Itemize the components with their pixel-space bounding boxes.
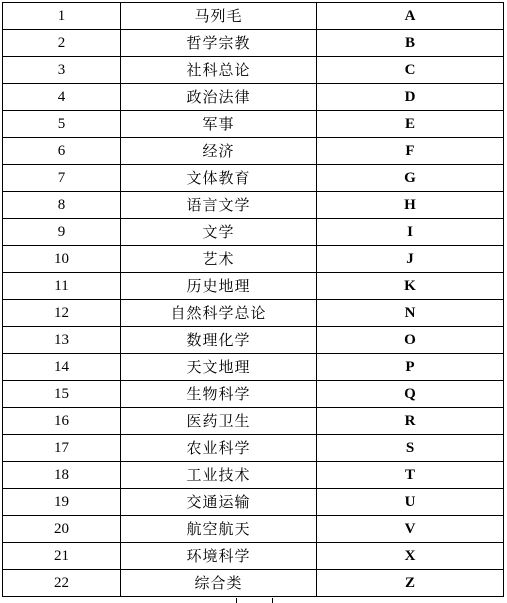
category-code: U <box>317 489 504 516</box>
category-code: R <box>317 408 504 435</box>
category-code: S <box>317 435 504 462</box>
row-number: 3 <box>3 57 121 84</box>
category-code: O <box>317 327 504 354</box>
row-number: 8 <box>3 192 121 219</box>
table-row <box>3 84 504 111</box>
category-code: C <box>317 57 504 84</box>
category-name: 生物科学 <box>121 381 317 408</box>
category-code: E <box>317 111 504 138</box>
row-number: 5 <box>3 111 121 138</box>
category-code: H <box>317 192 504 219</box>
category-code: J <box>317 246 504 273</box>
table-row <box>3 300 504 327</box>
category-code: P <box>317 354 504 381</box>
category-code: N <box>317 300 504 327</box>
category-name: 语言文学 <box>121 192 317 219</box>
category-code: X <box>317 543 504 570</box>
row-number: 19 <box>3 489 121 516</box>
category-name: 环境科学 <box>121 543 317 570</box>
table-row <box>3 192 504 219</box>
table-row <box>3 327 504 354</box>
row-number: 15 <box>3 381 121 408</box>
category-code: B <box>317 30 504 57</box>
category-name: 航空航天 <box>121 516 317 543</box>
category-code: F <box>317 138 504 165</box>
category-name: 数理化学 <box>121 327 317 354</box>
table-row <box>3 408 504 435</box>
table-edge-artifact <box>503 296 504 316</box>
row-number: 14 <box>3 354 121 381</box>
category-code: V <box>317 516 504 543</box>
row-number: 10 <box>3 246 121 273</box>
category-name: 马列毛 <box>121 3 317 30</box>
table-row <box>3 57 504 84</box>
table-row <box>3 30 504 57</box>
category-name: 艺术 <box>121 246 317 273</box>
row-number: 2 <box>3 30 121 57</box>
table-row <box>3 273 504 300</box>
classification-table <box>2 2 504 597</box>
category-code: Q <box>317 381 504 408</box>
category-code: G <box>317 165 504 192</box>
category-code: K <box>317 273 504 300</box>
table-row <box>3 462 504 489</box>
category-name: 农业科学 <box>121 435 317 462</box>
table-row <box>3 246 504 273</box>
category-name: 哲学宗教 <box>121 30 317 57</box>
category-name: 社科总论 <box>121 57 317 84</box>
category-name: 工业技术 <box>121 462 317 489</box>
table-body <box>3 3 504 597</box>
category-code: D <box>317 84 504 111</box>
category-name: 经济 <box>121 138 317 165</box>
row-number: 12 <box>3 300 121 327</box>
row-number: 7 <box>3 165 121 192</box>
row-number: 18 <box>3 462 121 489</box>
row-number: 11 <box>3 273 121 300</box>
category-name: 交通运输 <box>121 489 317 516</box>
row-number: 6 <box>3 138 121 165</box>
row-number: 16 <box>3 408 121 435</box>
category-name: 政治法律 <box>121 84 317 111</box>
row-number: 22 <box>3 570 121 597</box>
row-number: 4 <box>3 84 121 111</box>
row-number: 1 <box>3 3 121 30</box>
category-name: 军事 <box>121 111 317 138</box>
table-row <box>3 3 504 30</box>
bottom-tick-mark <box>236 598 237 603</box>
table-row <box>3 381 504 408</box>
category-name: 综合类 <box>121 570 317 597</box>
table-row <box>3 435 504 462</box>
row-number: 21 <box>3 543 121 570</box>
category-name: 医药卫生 <box>121 408 317 435</box>
category-name: 天文地理 <box>121 354 317 381</box>
row-number: 20 <box>3 516 121 543</box>
bottom-tick-mark <box>272 598 273 603</box>
table-row <box>3 516 504 543</box>
category-name: 历史地理 <box>121 273 317 300</box>
table-row <box>3 489 504 516</box>
table-row <box>3 570 504 597</box>
table-row <box>3 543 504 570</box>
category-name: 自然科学总论 <box>121 300 317 327</box>
table-row <box>3 165 504 192</box>
category-code: I <box>317 219 504 246</box>
category-code: T <box>317 462 504 489</box>
category-name: 文学 <box>121 219 317 246</box>
category-code: Z <box>317 570 504 597</box>
table-row <box>3 111 504 138</box>
table-row <box>3 354 504 381</box>
table-row <box>3 138 504 165</box>
row-number: 17 <box>3 435 121 462</box>
category-code: A <box>317 3 504 30</box>
row-number: 9 <box>3 219 121 246</box>
table-row <box>3 219 504 246</box>
category-name: 文体教育 <box>121 165 317 192</box>
row-number: 13 <box>3 327 121 354</box>
